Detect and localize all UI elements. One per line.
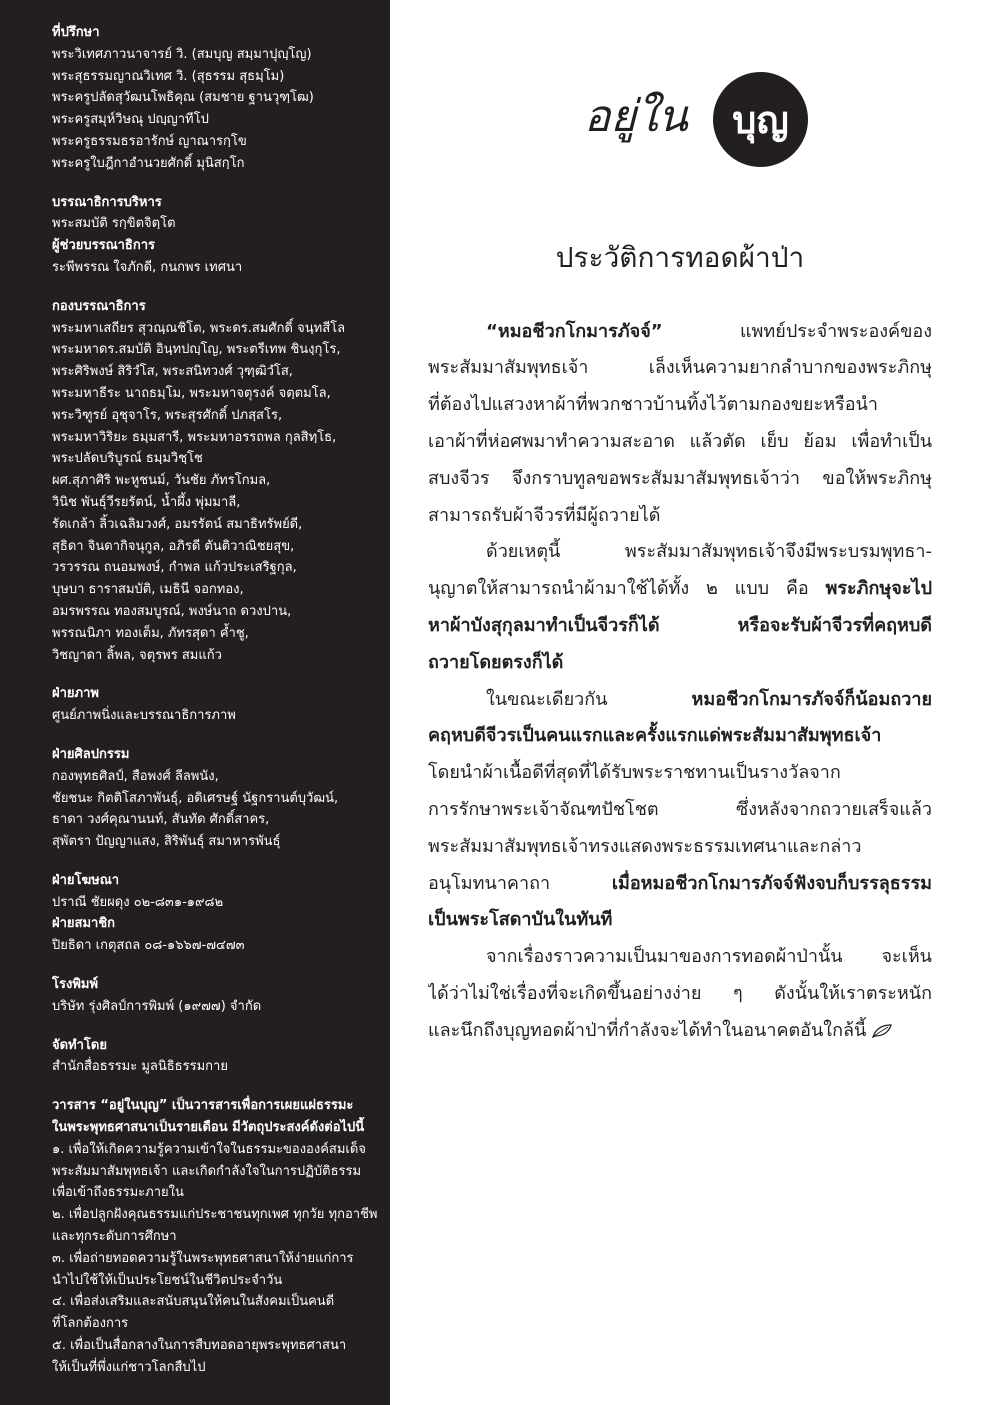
article-line (428, 498, 932, 535)
executive-editor-heading: บรรณาธิการบริหาร (52, 194, 162, 210)
editorial-board-name: รัดเกล้า ลิ้วเฉลิมวงศ์, อมรรัตน์ สมาธิทรัพย์ดี, (52, 516, 303, 532)
editorial-board-name: พระมหาเสถียร สุวณฺณชิโต, พระดร.สมศักดิ์ จนฺทสีโล (52, 320, 346, 336)
advertising-heading: ฝ่ายโฆษณา (52, 872, 120, 888)
body-text: การรักษาพระเจ้าจัณฑปัชโชต ซึ่งหลังจากถวายเสร็จแล้ว (428, 798, 932, 820)
mission-objective-line: เพื่อเข้าถึงธรรมะภายใน (52, 1185, 184, 1201)
credits-panel (0, 0, 390, 1405)
article-title: ประวัติการทอดผ้าป่า (555, 241, 805, 274)
printer-names (52, 996, 382, 1018)
body-text: แพทย์ประจำพระองค์ของ (662, 320, 932, 342)
body-text: สบงจีวร จึงกราบทูลขอพระสัมมาสัมพุทธเจ้าว่า ขอให้พระภิกษุ (428, 467, 932, 489)
advisor-name: พระสุธรรมญาณวิเทศ วิ. (สุธรรม สุธมฺโม) (52, 68, 285, 84)
logo-script-text: อยู่ใน (584, 91, 688, 142)
photography-section (52, 683, 382, 727)
producer-heading: จัดทำโดย (52, 1037, 107, 1053)
editorial-board-name: วรวรรณ ถนอมพงษ์, กำพล แก้วประเสริฐกุล, (52, 560, 297, 576)
article-line (428, 314, 932, 351)
logo-circle (713, 72, 808, 167)
editors-section (52, 192, 382, 279)
article-line (428, 682, 932, 719)
article-line (428, 718, 932, 755)
photography-names (52, 705, 382, 727)
article-line (428, 976, 932, 1013)
editorial-board-name: พระปลัดบริบูรณ์ ธมฺมวิชฺโช (52, 451, 203, 467)
emphasized-text: หาผ้าบังสุกุลมาทำเป็นจีวรก็ได้ หรือจะรับผ้าจีวรที่คฤหบดี (428, 614, 932, 636)
mission-section (52, 1095, 382, 1378)
article-body (428, 314, 932, 1050)
advisor-name: พระครูใบฎีกาอำนวยศักดิ์ มุนิสกฺโก (52, 155, 245, 171)
advisor-name: พระครูสมุห์วิษณุ ปญฺญาทีโป (52, 112, 209, 128)
leaf-icon (872, 1015, 892, 1029)
article-line (428, 866, 932, 903)
editorial-board-name: วินิช พันธุ์วีรยรัตน์, น้ำผึ้ง พุ่มมาลี, (52, 494, 241, 510)
mission-objective-line: และทุกระดับการศึกษา (52, 1229, 177, 1245)
producer-names (52, 1056, 382, 1078)
advisor-name: พระครูธรรมธรอารักษ์ ญาณารกฺโข (52, 133, 247, 149)
emphasized-text: ถวายโดยตรงก็ได้ (428, 651, 564, 673)
advisor-name: พระวิเทศภาวนาจารย์ วิ. (สมบุญ สมฺมาปุญฺโญ) (52, 46, 312, 62)
body-text: จากเรื่องราวความเป็นมาของการทอดผ้าป่านั้น จะเห็น (486, 946, 932, 968)
article-line (428, 424, 932, 461)
printer-name: บริษัท รุ่งศิลป์การพิมพ์ (๑๙๗๗) จำกัด (52, 998, 262, 1014)
body-text: ในขณะเดียวกัน (486, 688, 692, 710)
art-department-name: ชัยชนะ กิตติโสภาพันธุ์, อดิเศรษฐ์ นัฐกรานต์บุวัฒน์, (52, 790, 339, 806)
editorial-board-names (52, 318, 382, 667)
mission-objective-line: ๓. เพื่อถ่ายทอดความรู้ในพระพุทธศาสนาให้ง่ายแก่การ (52, 1250, 354, 1266)
contacts-section (52, 870, 382, 957)
editorial-board-name: วิชญาดา ลิ้พล, จตุรพร สมแก้ว (52, 647, 222, 663)
assistant-editors-names (52, 257, 382, 279)
article-paragraph (428, 939, 932, 1049)
body-text: ได้ว่าไม่ใช่เรื่องที่จะเกิดขึ้นอย่างง่าย ๆ ดังนั้นให้เราตระหนัก (428, 982, 932, 1004)
body-text: และนึกถึงบุญทอดผ้าป่าที่กำลังจะได้ทำในอนาคตอันใกล้นี้ (428, 1019, 867, 1041)
mission-objective-line: นำไปใช้ให้เป็นประโยชน์ในชีวิตประจำวัน (52, 1272, 283, 1288)
article-line (428, 387, 932, 424)
body-text: นุญาตให้สามารถนำผ้ามาใช้ได้ทั้ง ๒ แบบ คือ (428, 578, 826, 600)
article-paragraph (428, 534, 932, 681)
executive-editor-names (52, 213, 382, 235)
editorial-board-heading: กองบรรณาธิการ (52, 298, 146, 314)
mission-objective-line: ให้เป็นที่พึ่งแก่ชาวโลกสืบไป (52, 1359, 206, 1375)
body-text: พระสัมมาสัมพุทธเจ้า เล็งเห็นความยากลำบากของพระภิกษุ (428, 357, 932, 379)
advisors-section (52, 22, 382, 175)
editorial-board-name: พระมหาดร.สมบัติ อินฺทปญฺโญ, พระตรีเทพ ชินงฺกุโร, (52, 342, 341, 358)
editorial-board-name: พระวิฑูรย์ อุชุจาโร, พระสุรศักดิ์ ปภสฺสโร, (52, 407, 283, 423)
mission-heading-line: วารสาร “อยู่ในบุญ” เป็นวารสารเพื่อการเผยแผ่ธรรมะ (52, 1098, 354, 1114)
article-line (428, 645, 932, 682)
body-text: ด้วยเหตุนี้ พระสัมมาสัมพุทธเจ้าจึงมีพระบรมพุทธา- (486, 541, 932, 563)
article-line (428, 608, 932, 645)
credits-list (52, 22, 382, 1379)
body-text: โดยนำผ้าเนื้อดีที่สุดที่ได้รับพระราชทานเป็นรางวัลจาก (428, 762, 841, 784)
emphasized-text: “หมอชีวกโกมารภัจจ์” (486, 320, 663, 342)
subscriptions-contact: ปิยธิดา เกตุสถล ๐๘-๑๖๖๗-๗๔๗๓ (52, 938, 245, 954)
article-line (428, 792, 932, 829)
editorial-board-name: พระมหาวิริยะ ธมฺมสารี, พระมหาอรรถพล กุลสิทฺโธ, (52, 429, 337, 445)
article-line (428, 755, 932, 792)
mission-objectives (52, 1139, 382, 1379)
advisor-name: พระครูปลัดสุวัฒนโพธิคุณ (สมชาย ฐานวุฑฺโฒ) (52, 90, 314, 106)
article-line (428, 461, 932, 498)
editorial-board-section (52, 296, 382, 667)
body-text: สามารถรับผ้าจีวรที่มีผู้ถวายได้ (428, 504, 661, 526)
subscriptions-heading: ฝ่ายสมาชิก (52, 916, 116, 932)
art-department-name: สุพัตรา ปัญญาแสง, สิริพันธุ์ สมาหารพันธุ์ (52, 834, 281, 850)
emphasized-text: เมื่อหมอชีวกโกมารภัจจ์ฟังจบก็บรรลุธรรม (611, 872, 932, 894)
editorial-board-name: พระมหาธีระ นาถธมฺโม, พระมหาจตุรงค์ จตฺตมโล, (52, 385, 331, 401)
editorial-board-name: อมรพรรณ ทองสมบูรณ์, พงษ์นาถ ดวงปาน, (52, 603, 292, 619)
article-line (428, 902, 932, 939)
advisors-names (52, 44, 382, 175)
emphasized-text: คฤหบดีจีวรเป็นคนแรกและครั้งแรกแด่พระสัมมาสัมพุทธเจ้า (428, 725, 882, 747)
body-text: ที่ต้องไปแสวงหาผ้าที่พวกชาวบ้านทิ้งไว้ตามกองขยะหรือนำ (428, 394, 878, 416)
art-department-heading: ฝ่ายศิลปกรรม (52, 746, 130, 762)
mission-objective-line: ๑. เพื่อให้เกิดความรู้ความเข้าใจในธรรมะขององค์สมเด็จ (52, 1141, 366, 1157)
art-department-section (52, 744, 382, 853)
emphasized-text: เป็นพระโสดาบันในทันที (428, 909, 613, 931)
editorial-board-name: สุธิดา จินดากิจนุกูล, อภิรดี ตันติวาณิชยสุข, (52, 538, 295, 554)
logo-circle-text: บุญ (732, 96, 789, 142)
editorial-board-name: บุษบา ธาราสมบัติ, เมธินี จอกทอง, (52, 582, 244, 598)
art-department-names (52, 766, 382, 853)
mission-heading (52, 1095, 382, 1139)
mission-heading-line: ในพระพุทธศาสนาเป็นรายเดือน มีวัตถุประสงค์ดังต่อไปนี้ (52, 1120, 365, 1136)
producer-section (52, 1035, 382, 1079)
printer-heading: โรงพิมพ์ (52, 977, 99, 993)
body-text: อนุโมทนาคาถา (428, 872, 612, 894)
art-department-name: กองพุทธศิลป์, สือพงศ์ ลีลพนัง, (52, 768, 219, 784)
body-text: เอาผ้าที่ห่อศพมาทำความสะอาด แล้วตัด เย็บ ย้อม เพื่อทำเป็น (428, 430, 932, 452)
advertising-contact: ปราณี ชัยผดุง ๐๒-๘๓๑-๑๙๘๒ (52, 894, 224, 910)
article-line (428, 1013, 932, 1050)
mission-objective-line: ๕. เพื่อเป็นสื่อกลางในการสืบทอดอายุพระพุทธศาสนา (52, 1338, 347, 1354)
editorial-board-name: พรรณนิภา ทองเต็ม, ภัทรสุดา ค้ำชู, (52, 625, 249, 641)
article-line (428, 534, 932, 571)
photography-credit: ศูนย์ภาพนิ่งและบรรณาธิการภาพ (52, 708, 236, 724)
emphasized-text: หมอชีวกโกมารภัจจ์ก็น้อมถวาย (691, 688, 932, 710)
leaf-icon-graphic (872, 1024, 892, 1038)
mission-objective-line: พระสัมมาสัมพุทธเจ้า และเกิดกำลังใจในการปฏิบัติธรรม (52, 1163, 362, 1179)
article-paragraph (428, 682, 932, 940)
executive-editor-name: พระสมบัติ รกฺขิตจิตฺโต (52, 216, 176, 232)
subscriptions-contacts (52, 935, 382, 957)
mission-objective-line: ที่โลกต้องการ (52, 1316, 129, 1332)
printer-section (52, 974, 382, 1018)
article-line (428, 571, 932, 608)
article-paragraph (428, 314, 932, 535)
producer-name: สำนักสื่อธรรมะ มูลนิธิธรรมกาย (52, 1059, 228, 1075)
emphasized-text: พระภิกษุจะไป (825, 578, 932, 600)
article-line (428, 829, 932, 866)
article-line (428, 939, 932, 976)
photography-heading: ฝ่ายภาพ (52, 686, 99, 702)
art-department-name: ธาดา วงศ์คุณานนท์, สันทัด ศักดิ์สาคร, (52, 812, 270, 828)
assistant-editors-heading: ผู้ช่วยบรรณาธิการ (52, 238, 156, 254)
advertising-contacts (52, 892, 382, 914)
assistant-editor-name: ระพีพรรณ ใจภักดี, กนกพร เทศนา (52, 259, 243, 275)
article-line (428, 350, 932, 387)
mission-objective-line: ๒. เพื่อปลูกฝังคุณธรรมแก่ประชาชนทุกเพศ ทุกวัย ทุกอาชีพ (52, 1207, 378, 1223)
body-text: พระสัมมาสัมพุทธเจ้าทรงแสดงพระธรรมเทศนาและกล่าว (428, 835, 862, 857)
advisors-heading: ที่ปรึกษา (52, 25, 100, 40)
mission-objective-line: ๔. เพื่อส่งเสริมและสนับสนุนให้คนในสังคมเป็นคนดี (52, 1294, 335, 1310)
editorial-board-name: ผศ.สุภาศิริ พะหูชนม์, วันชัย ภัทรโกมล, (52, 473, 271, 489)
editorial-board-name: พระศิริพงษ์ สิริวํโส, พระสนิทวงศ์ วุฑฺฒิวํโส, (52, 364, 293, 380)
